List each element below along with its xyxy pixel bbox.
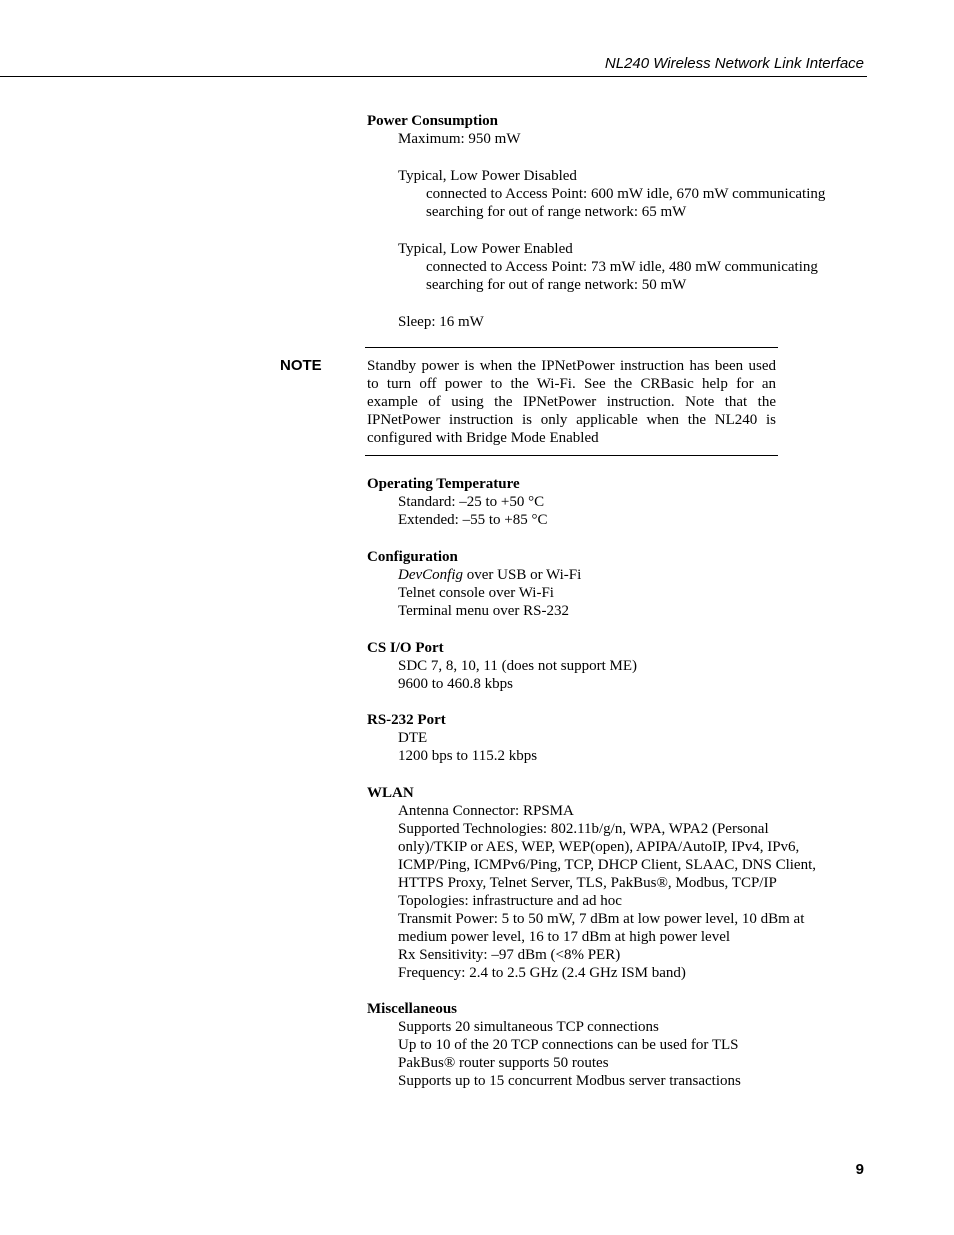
rs232-port-heading: RS-232 Port [367,712,446,728]
note-top-rule [365,347,778,348]
operating-temperature-standard: Standard: –25 to +50 °C [398,494,545,510]
power-consumption-section [367,112,825,331]
csio-port-baud: 9600 to 460.8 kbps [398,676,514,692]
wlan-line: medium power level, 16 to 17 dBm at high power level [398,929,731,945]
csio-port-section [367,639,637,693]
rs232-port-baud: 1200 bps to 115.2 kbps [398,748,538,764]
miscellaneous-heading: Miscellaneous [367,1001,457,1017]
power-low-power-disabled-title: Typical, Low Power Disabled [398,168,577,184]
rs232-port-type: DTE [398,730,428,746]
power-low-power-enabled-connected: connected to Access Point: 73 mW idle, 480 mW communicating [426,259,818,275]
power-maximum: Maximum: 950 mW [398,131,521,147]
power-consumption-heading: Power Consumption [367,113,498,129]
wlan-line: Antenna Connector: RPSMA [398,803,574,819]
wlan-line: Frequency: 2.4 to 2.5 GHz (2.4 GHz ISM band) [398,965,686,981]
note-label: NOTE [280,357,322,374]
power-low-power-enabled-searching: searching for out of range network: 50 mW [426,277,687,293]
header-divider [0,76,867,77]
wlan-line: only)/TKIP or AES, WEP, WEP(open), APIPA/AutoIP, IPv4, IPv6, [398,839,800,855]
miscellaneous-section [367,1000,741,1090]
miscellaneous-line: Supports 20 simultaneous TCP connections [398,1019,659,1035]
wlan-section [367,784,816,982]
note-text: Standby power is when the IPNetPower instruction has been used to turn off power to the Wi-Fi. See the CRBasic help for an example of using the IPNetPower instruction. Note that the IPNetPower instruction is only applicable when the NL240 is configured with Bridge Mode Enabled [367,358,776,446]
operating-temperature-heading: Operating Temperature [367,476,520,492]
csio-port-heading: CS I/O Port [367,640,444,656]
operating-temperature-section [367,475,547,529]
devconfig-name: DevConfig [398,567,463,583]
configuration-section [367,548,581,620]
miscellaneous-line: PakBus® router supports 50 routes [398,1055,609,1071]
wlan-line: Rx Sensitivity: –97 dBm (<8% PER) [398,947,621,963]
wlan-line: HTTPS Proxy, Telnet Server, TLS, PakBus®, Modbus, TCP/IP [398,875,777,891]
devconfig-description: over USB or Wi-Fi [463,567,582,583]
configuration-heading: Configuration [367,549,458,565]
operating-temperature-extended: Extended: –55 to +85 °C [398,512,548,528]
rs232-port-section [367,711,537,765]
configuration-terminal: Terminal menu over RS-232 [398,603,569,619]
miscellaneous-line: Supports up to 15 concurrent Modbus server transactions [398,1073,741,1089]
wlan-line: ICMP/Ping, ICMPv6/Ping, TCP, DHCP Client, SLAAC, DNS Client, [398,857,817,873]
configuration-devconfig [367,566,581,584]
miscellaneous-line: Up to 10 of the 20 TCP connections can be used for TLS [398,1037,739,1053]
power-low-power-enabled-title: Typical, Low Power Enabled [398,241,573,257]
power-low-power-disabled-searching: searching for out of range network: 65 mW [426,204,687,220]
wlan-line: Transmit Power: 5 to 50 mW, 7 dBm at low power level, 10 dBm at [398,911,805,927]
wlan-heading: WLAN [367,785,414,801]
page-number: 9 [855,1161,864,1178]
power-sleep: Sleep: 16 mW [398,314,484,330]
power-low-power-disabled-connected: connected to Access Point: 600 mW idle, 670 mW communicating [426,186,826,202]
wlan-line: Supported Technologies: 802.11b/g/n, WPA, WPA2 (Personal [398,821,769,837]
running-header-title: NL240 Wireless Network Link Interface [604,55,864,72]
configuration-telnet: Telnet console over Wi-Fi [398,585,554,601]
wlan-line: Topologies: infrastructure and ad hoc [398,893,622,909]
csio-port-sdc: SDC 7, 8, 10, 11 (does not support ME) [398,658,638,674]
note-bottom-rule [365,455,778,456]
